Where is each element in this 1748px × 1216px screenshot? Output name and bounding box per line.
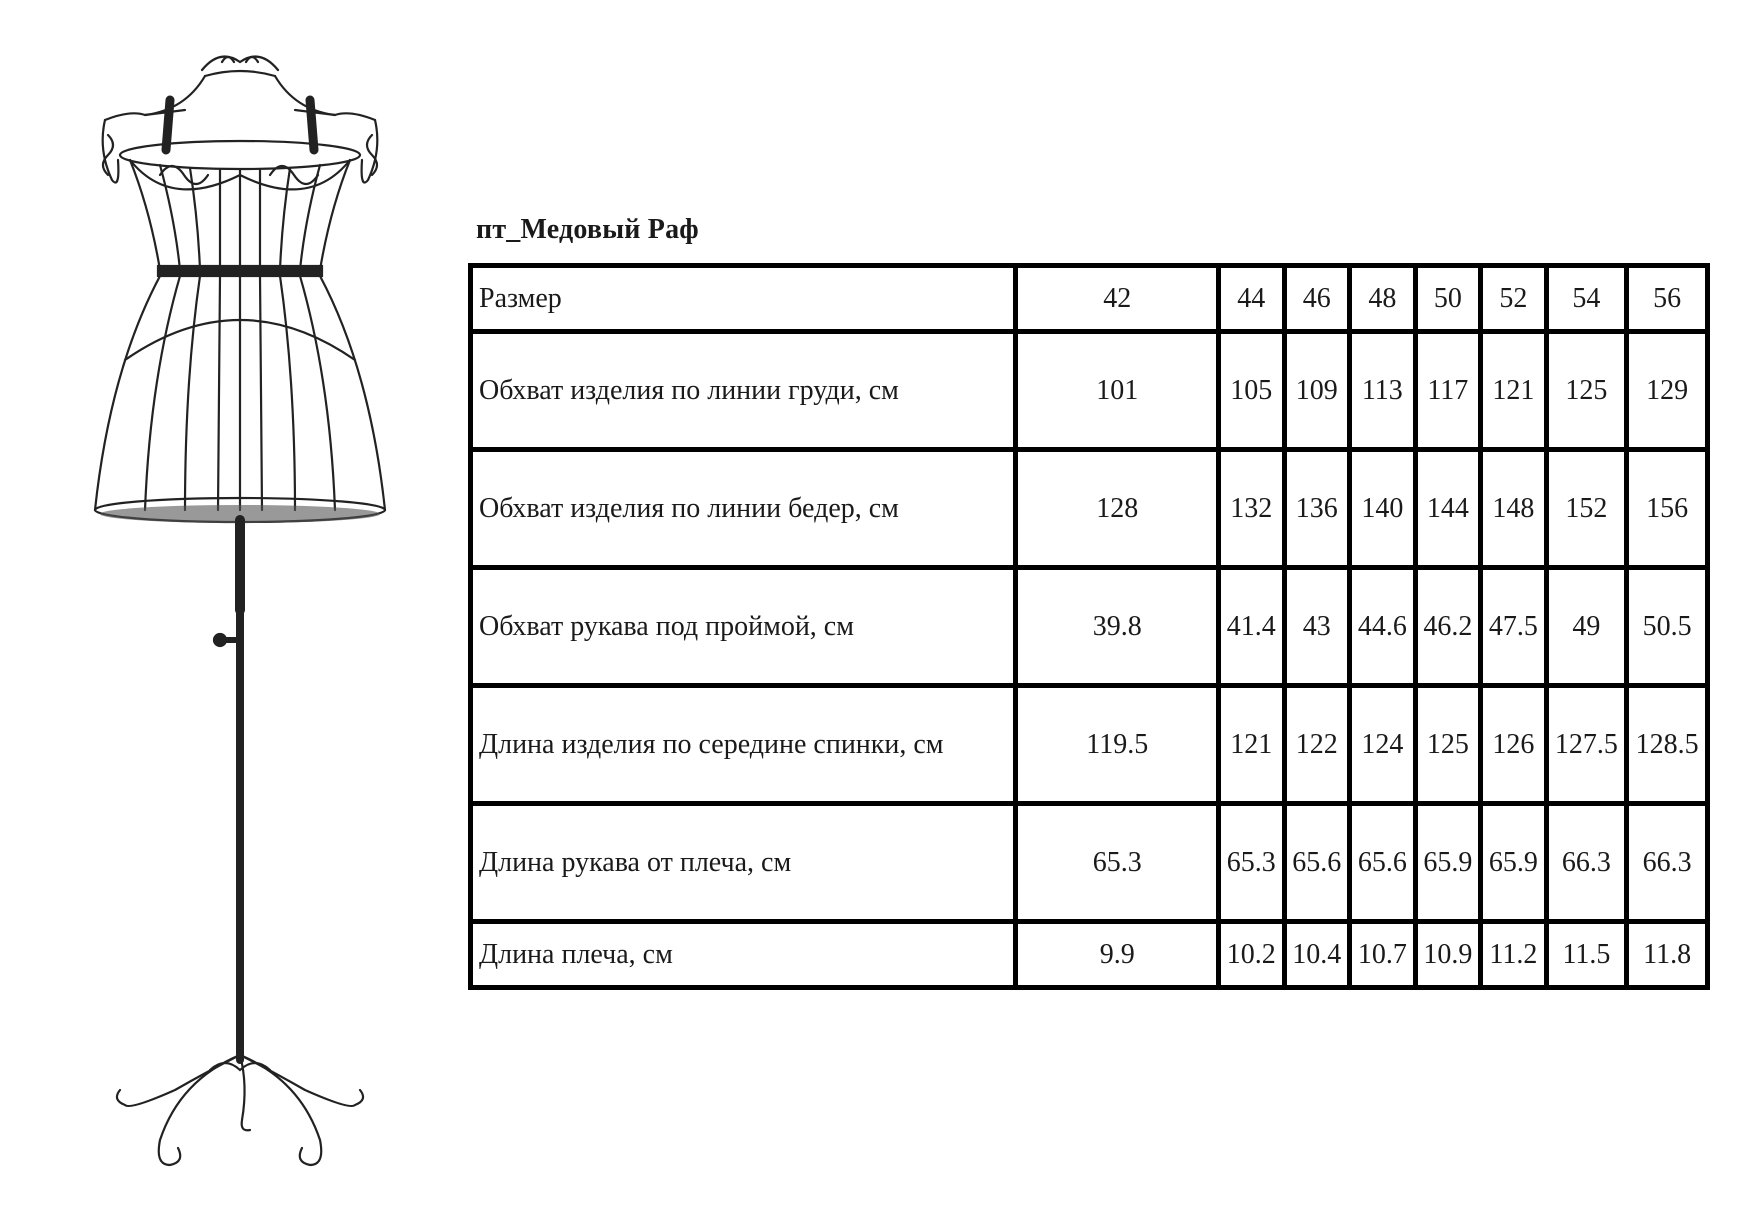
table-cell: 122 — [1284, 686, 1350, 804]
row-label: Длина плеча, см — [471, 922, 1016, 988]
header-cell: 46 — [1284, 266, 1350, 332]
header-cell: Размер — [471, 266, 1016, 332]
table-cell: 156 — [1627, 450, 1708, 568]
table-cell: 65.9 — [1415, 804, 1481, 922]
table-row — [471, 804, 1708, 922]
table-cell: 140 — [1350, 450, 1416, 568]
table-row — [471, 450, 1708, 568]
table-cell: 66.3 — [1627, 804, 1708, 922]
table-cell: 47.5 — [1481, 568, 1547, 686]
table-cell: 152 — [1546, 450, 1627, 568]
table-cell: 124 — [1350, 686, 1416, 804]
table-cell: 39.8 — [1016, 568, 1219, 686]
table-cell: 136 — [1284, 450, 1350, 568]
table-cell: 9.9 — [1016, 922, 1219, 988]
row-label: Длина рукава от плеча, см — [471, 804, 1016, 922]
table-cell: 65.9 — [1481, 804, 1547, 922]
size-table — [468, 263, 1710, 990]
row-label: Обхват изделия по линии груди, см — [471, 332, 1016, 450]
table-cell: 148 — [1481, 450, 1547, 568]
table-cell: 46.2 — [1415, 568, 1481, 686]
table-cell: 126 — [1481, 686, 1547, 804]
table-cell: 101 — [1016, 332, 1219, 450]
row-label: Обхват рукава под проймой, см — [471, 568, 1016, 686]
table-cell: 128.5 — [1627, 686, 1708, 804]
table-cell: 10.4 — [1284, 922, 1350, 988]
table-cell: 11.8 — [1627, 922, 1708, 988]
table-cell: 128 — [1016, 450, 1219, 568]
header-cell: 54 — [1546, 266, 1627, 332]
table-cell: 125 — [1546, 332, 1627, 450]
table-cell: 50.5 — [1627, 568, 1708, 686]
page-title: пт_Медовый Раф — [476, 214, 699, 245]
table-row — [471, 922, 1708, 988]
table-cell: 132 — [1219, 450, 1285, 568]
header-cell: 48 — [1350, 266, 1416, 332]
table-cell: 49 — [1546, 568, 1627, 686]
table-cell: 105 — [1219, 332, 1285, 450]
header-cell: 44 — [1219, 266, 1285, 332]
header-cell: 52 — [1481, 266, 1547, 332]
row-label: Обхват изделия по линии бедер, см — [471, 450, 1016, 568]
table-cell: 127.5 — [1546, 686, 1627, 804]
table-row — [471, 568, 1708, 686]
table-header-row — [471, 266, 1708, 332]
table-row — [471, 332, 1708, 450]
table-cell: 10.7 — [1350, 922, 1416, 988]
table-cell: 44.6 — [1350, 568, 1416, 686]
table-cell: 129 — [1627, 332, 1708, 450]
table-row — [471, 686, 1708, 804]
table-cell: 65.3 — [1016, 804, 1219, 922]
table-cell: 109 — [1284, 332, 1350, 450]
row-label: Длина изделия по середине спинки, см — [471, 686, 1016, 804]
table-cell: 65.3 — [1219, 804, 1285, 922]
table-cell: 66.3 — [1546, 804, 1627, 922]
table-cell: 121 — [1219, 686, 1285, 804]
table-cell: 65.6 — [1350, 804, 1416, 922]
table-cell: 113 — [1350, 332, 1416, 450]
table-cell: 119.5 — [1016, 686, 1219, 804]
table-cell: 41.4 — [1219, 568, 1285, 686]
table-cell: 10.2 — [1219, 922, 1285, 988]
table-cell: 11.5 — [1546, 922, 1627, 988]
table-cell: 144 — [1415, 450, 1481, 568]
table-cell: 117 — [1415, 332, 1481, 450]
table-cell: 65.6 — [1284, 804, 1350, 922]
table-cell: 43 — [1284, 568, 1350, 686]
mannequin-icon — [90, 40, 390, 1200]
header-cell: 42 — [1016, 266, 1219, 332]
header-cell: 56 — [1627, 266, 1708, 332]
header-cell: 50 — [1415, 266, 1481, 332]
table-cell: 11.2 — [1481, 922, 1547, 988]
table-cell: 125 — [1415, 686, 1481, 804]
table-cell: 10.9 — [1415, 922, 1481, 988]
table-cell: 121 — [1481, 332, 1547, 450]
